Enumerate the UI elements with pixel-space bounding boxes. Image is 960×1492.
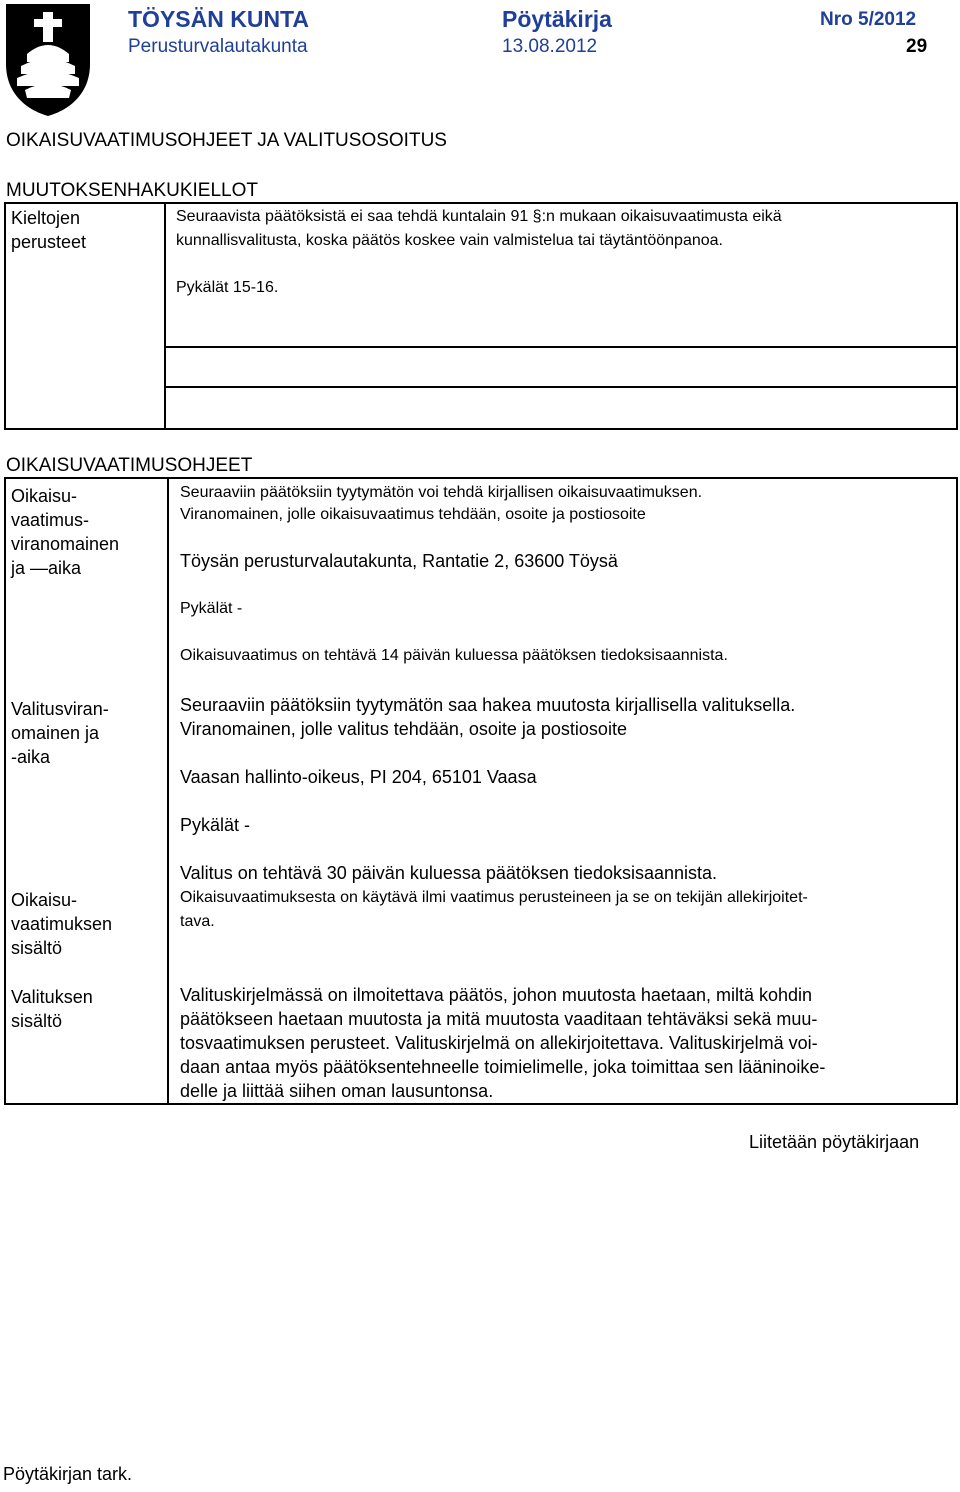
appeal-content-line: päätökseen haetaan muutosta ja mitä muutosta vaaditaan tehtäväksi sekä muu- bbox=[180, 1009, 818, 1029]
protocol-check-label: Pöytäkirjan tark. bbox=[3, 1464, 133, 1484]
board-name: Perusturvalautakunta bbox=[128, 36, 308, 57]
appeal-label-line: -aika bbox=[11, 747, 51, 767]
rectification-sections: Pykälät - bbox=[180, 600, 243, 617]
municipality-coat-of-arms bbox=[3, 2, 93, 118]
appeal-sections: Pykälät - bbox=[180, 815, 251, 835]
protocol-number: Nro 5/2012 bbox=[820, 9, 917, 30]
municipality-name: TÖYSÄN KUNTA bbox=[128, 6, 310, 32]
appeal-intro: Seuraaviin päätöksiin tyytymätön saa hakea muutosta kirjallisella valituksella. bbox=[180, 695, 796, 715]
attached-note: Liitetään pöytäkirjaan bbox=[749, 1132, 920, 1152]
rectification-label-line: Oikaisu- bbox=[11, 486, 78, 506]
section-subtitle-prohibitions: MUUTOKSENHAKUKIELLOT bbox=[6, 180, 258, 201]
prohibitions-table-row-line bbox=[164, 386, 958, 388]
rectification-authority-heading: Viranomainen, jolle oikaisuvaatimus tehdään, osoite ja postiosoite bbox=[180, 506, 646, 523]
appeal-table-divider bbox=[167, 477, 169, 1105]
appeal-content-line: delle ja liittää siihen oman lausuntonsa. bbox=[180, 1081, 494, 1101]
rectification-content-label-line: Oikaisu- bbox=[11, 890, 78, 910]
appeal-label-line: Valitusviran- bbox=[11, 699, 109, 719]
rectification-content-label-line: sisältö bbox=[11, 938, 63, 958]
section-title-instructions: OIKAISUVAATIMUSOHJEET JA VALITUSOSOITUS bbox=[6, 130, 447, 151]
meeting-date: 13.08.2012 bbox=[502, 36, 598, 57]
appeal-content-line: daan antaa myös päätöksentehneelle toimielimelle, joka toimittaa sen lääninoike- bbox=[180, 1057, 826, 1077]
appeal-authority-address: Vaasan hallinto-oikeus, PI 204, 65101 Vaasa bbox=[180, 767, 537, 787]
appeal-content-label-line: sisältö bbox=[11, 1011, 63, 1031]
rectification-content-line: Oikaisuvaatimuksesta on käytävä ilmi vaatimus perusteineen ja se on tekijän allekirjoitet- bbox=[180, 889, 808, 906]
appeal-deadline: Valitus on tehtävä 30 päivän kuluessa päätöksen tiedoksisaannista. bbox=[180, 863, 718, 883]
section-title-rectification: OIKAISUVAATIMUSOHJEET bbox=[6, 455, 253, 476]
rectification-deadline: Oikaisuvaatimus on tehtävä 14 päivän kuluessa päätöksen tiedoksisaannista. bbox=[180, 647, 728, 664]
rectification-label-line: viranomainen bbox=[11, 534, 120, 554]
appeal-content-line: tosvaatimuksen perusteet. Valituskirjelmä on allekirjoitettava. Valituskirjelmä voi- bbox=[180, 1033, 818, 1053]
appeal-label-line: omainen ja bbox=[11, 723, 100, 743]
prohibition-label-line: perusteet bbox=[11, 232, 87, 252]
prohibitions-table-row-line bbox=[164, 346, 958, 348]
rectification-label-line: vaatimus- bbox=[11, 510, 90, 530]
rectification-content-line: tava. bbox=[180, 913, 215, 930]
prohibition-sections: Pykälät 15-16. bbox=[176, 279, 279, 296]
prohibition-text-line: Seuraavista päätöksistä ei saa tehdä kuntalain 91 §:n mukaan oikaisuvaatimusta eikä bbox=[176, 208, 782, 225]
prohibition-text-line: kunnallisvalitusta, koska päätös koskee vain valmistelua tai täytäntöönpanoa. bbox=[176, 232, 723, 249]
prohibition-label-line: Kieltojen bbox=[11, 208, 81, 228]
prohibitions-table-divider bbox=[164, 202, 166, 430]
appeal-content-line: Valituskirjelmässä on ilmoitettava päätös, johon muutosta haetaan, miltä kohdin bbox=[180, 985, 813, 1005]
rectification-label-line: ja —aika bbox=[11, 558, 82, 578]
document-type: Pöytäkirja bbox=[502, 6, 612, 32]
rectification-intro: Seuraaviin päätöksiin tyytymätön voi tehdä kirjallisen oikaisuvaatimuksen. bbox=[180, 484, 703, 501]
appeal-authority-heading: Viranomainen, jolle valitus tehdään, osoite ja postiosoite bbox=[180, 719, 627, 739]
rectification-authority-address: Töysän perusturvalautakunta, Rantatie 2, 63600 Töysä bbox=[180, 551, 618, 571]
page-number: 29 bbox=[906, 36, 928, 57]
appeal-content-label-line: Valituksen bbox=[11, 987, 93, 1007]
rectification-content-label-line: vaatimuksen bbox=[11, 914, 113, 934]
